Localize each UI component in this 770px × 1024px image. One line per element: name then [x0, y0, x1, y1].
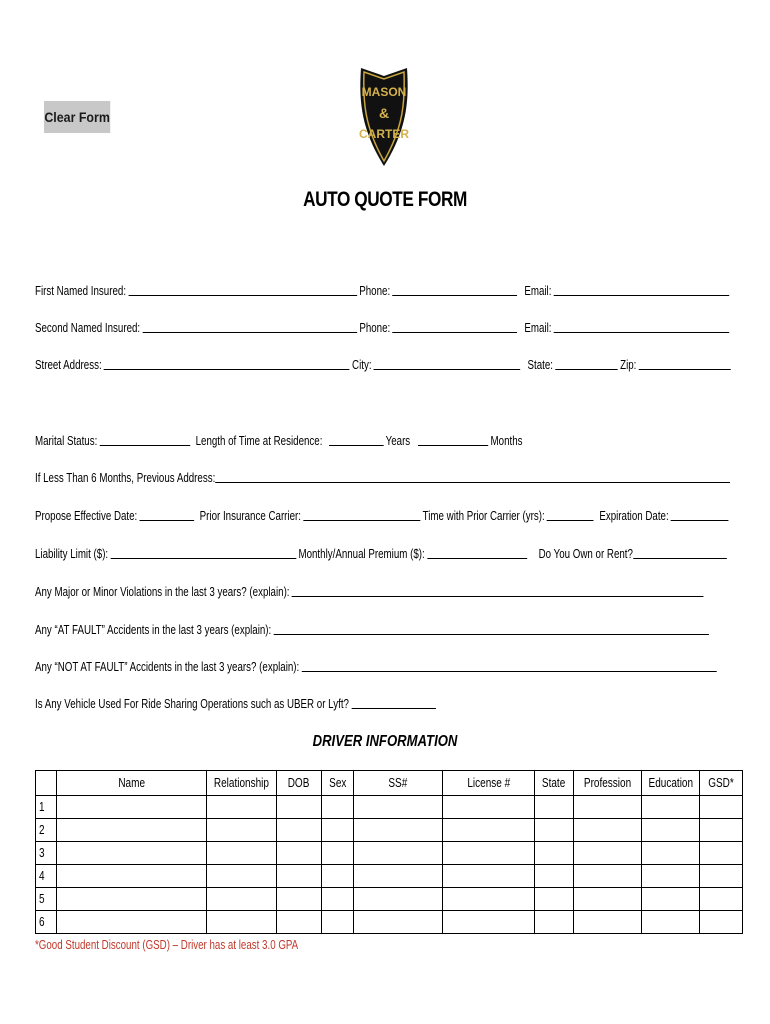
cell-ss[interactable]: [354, 796, 443, 819]
cell-gsd[interactable]: [700, 911, 743, 934]
table-row: [36, 842, 743, 865]
gsd-footnote: *Good Student Discount (GSD) – Driver has at least 3.0 GPA: [35, 938, 299, 952]
cell-education[interactable]: [642, 911, 700, 934]
prior-carrier-label: Prior Insurance Carrier:: [199, 509, 301, 523]
cell-license[interactable]: [443, 819, 535, 842]
email-field-1[interactable]: [554, 281, 730, 296]
cell-relationship[interactable]: [207, 819, 277, 842]
header-relationship: Relationship: [207, 771, 277, 796]
expiration-date-label: Expiration Date:: [599, 509, 669, 523]
cell-profession[interactable]: [574, 911, 642, 934]
effective-date-field[interactable]: [140, 506, 195, 521]
not-at-fault-field[interactable]: [302, 657, 717, 672]
logo-text-2: &: [378, 105, 390, 121]
cell-state[interactable]: [535, 888, 574, 911]
table-row: [36, 819, 743, 842]
header-sex: Sex: [322, 771, 354, 796]
header-dob: DOB: [277, 771, 322, 796]
cell-relationship[interactable]: [207, 796, 277, 819]
length-residence-label: Length of Time at Residence:: [195, 434, 323, 448]
cell-education[interactable]: [642, 888, 700, 911]
row-number: 1: [36, 796, 57, 819]
header-gsd: GSD*: [700, 771, 743, 796]
cell-name[interactable]: [57, 911, 207, 934]
cell-ss[interactable]: [354, 865, 443, 888]
cell-ss[interactable]: [354, 842, 443, 865]
cell-education[interactable]: [642, 819, 700, 842]
cell-sex[interactable]: [322, 796, 354, 819]
cell-ss[interactable]: [354, 911, 443, 934]
cell-gsd[interactable]: [700, 888, 743, 911]
email-label-2: Email:: [524, 321, 552, 335]
city-label: City:: [352, 358, 372, 372]
cell-sex[interactable]: [322, 911, 354, 934]
cell-state[interactable]: [535, 911, 574, 934]
cell-license[interactable]: [443, 911, 535, 934]
phone-field-2[interactable]: [393, 318, 518, 333]
premium-field[interactable]: [427, 544, 527, 559]
state-label: State:: [527, 358, 554, 372]
cell-profession[interactable]: [574, 842, 642, 865]
cell-gsd[interactable]: [700, 842, 743, 865]
expiration-date-field[interactable]: [671, 506, 729, 521]
cell-profession[interactable]: [574, 796, 642, 819]
cell-gsd[interactable]: [700, 796, 743, 819]
header-name: Name: [57, 771, 207, 796]
table-row: [36, 888, 743, 911]
cell-dob[interactable]: [277, 888, 322, 911]
state-field[interactable]: [555, 355, 617, 370]
at-fault-label: Any “AT FAULT” Accidents in the last 3 years (explain):: [35, 623, 272, 637]
cell-profession[interactable]: [574, 888, 642, 911]
zip-label: Zip:: [620, 358, 637, 372]
cell-profession[interactable]: [574, 819, 642, 842]
second-named-insured-field[interactable]: [142, 318, 357, 333]
header-profession: Profession: [574, 771, 642, 796]
own-rent-field[interactable]: [633, 544, 727, 559]
cell-sex[interactable]: [322, 865, 354, 888]
cell-sex[interactable]: [322, 888, 354, 911]
effective-date-label: Propose Effective Date:: [35, 509, 138, 523]
months-label: Months: [490, 434, 523, 448]
violations-field[interactable]: [292, 582, 704, 597]
driver-information-title: DRIVER INFORMATION: [312, 733, 458, 750]
cell-gsd[interactable]: [700, 819, 743, 842]
page-title: AUTO QUOTE FORM: [303, 188, 467, 211]
street-address-field[interactable]: [104, 355, 350, 370]
driver-table-header: [36, 771, 743, 796]
row-at-fault: [35, 617, 711, 637]
clear-form-button[interactable]: Clear Form: [44, 101, 110, 133]
marital-status-field[interactable]: [100, 431, 190, 446]
cell-ss[interactable]: [354, 819, 443, 842]
row-street-address: [35, 352, 733, 372]
second-named-insured-label: Second Named Insured:: [35, 321, 141, 335]
cell-license[interactable]: [443, 842, 535, 865]
not-at-fault-label: Any “NOT AT FAULT” Accidents in the last 3 years? (explain):: [35, 660, 300, 674]
cell-dob[interactable]: [277, 911, 322, 934]
cell-sex[interactable]: [322, 819, 354, 842]
email-label-1: Email:: [524, 284, 552, 298]
cell-sex[interactable]: [322, 842, 354, 865]
first-named-insured-label: First Named Insured:: [35, 284, 127, 298]
row-ride-sharing: [35, 691, 438, 711]
violations-label: Any Major or Minor Violations in the last 3 years? (explain):: [35, 585, 290, 599]
header-ss: SS#: [354, 771, 443, 796]
cell-name[interactable]: [57, 819, 207, 842]
row-not-at-fault: [35, 654, 719, 674]
cell-dob[interactable]: [277, 819, 322, 842]
marital-status-label: Marital Status:: [35, 434, 98, 448]
table-row: [36, 796, 743, 819]
cell-state[interactable]: [535, 842, 574, 865]
time-prior-carrier-label: Time with Prior Carrier (yrs):: [422, 509, 545, 523]
cell-name[interactable]: [57, 796, 207, 819]
logo-text-3: CARTER: [359, 127, 409, 141]
table-row: [36, 911, 743, 934]
cell-license[interactable]: [443, 888, 535, 911]
row-liability: [35, 541, 729, 561]
driver-information-table: [35, 770, 743, 934]
cell-state[interactable]: [535, 796, 574, 819]
row-effective-date: [35, 503, 731, 523]
logo-text-1: MASON: [361, 85, 407, 99]
cell-license[interactable]: [443, 865, 535, 888]
years-label: Years: [385, 434, 411, 448]
phone-label-2: Phone:: [359, 321, 391, 335]
header-index: [36, 771, 57, 796]
residence-years-field[interactable]: [329, 431, 384, 446]
liability-limit-field[interactable]: [110, 544, 296, 559]
row-first-insured: [35, 278, 732, 298]
phone-field-1[interactable]: [393, 281, 518, 296]
cell-state[interactable]: [535, 865, 574, 888]
row-number: 4: [36, 865, 57, 888]
cell-license[interactable]: [443, 796, 535, 819]
cell-dob[interactable]: [277, 842, 322, 865]
cell-relationship[interactable]: [207, 842, 277, 865]
cell-relationship[interactable]: [207, 911, 277, 934]
ride-sharing-field[interactable]: [351, 694, 435, 709]
first-named-insured-field[interactable]: [128, 281, 357, 296]
cell-education[interactable]: [642, 796, 700, 819]
phone-label-1: Phone:: [359, 284, 391, 298]
cell-name[interactable]: [57, 888, 207, 911]
street-address-label: Street Address:: [35, 358, 102, 372]
mason-carter-logo: [358, 66, 410, 168]
row-number: 5: [36, 888, 57, 911]
cell-education[interactable]: [642, 842, 700, 865]
cell-state[interactable]: [535, 819, 574, 842]
city-field[interactable]: [374, 355, 521, 370]
cell-profession[interactable]: [574, 865, 642, 888]
table-row: [36, 865, 743, 888]
previous-address-field[interactable]: [215, 468, 730, 483]
header-state: State: [535, 771, 574, 796]
row-second-insured: [35, 315, 732, 335]
previous-address-label: If Less Than 6 Months, Previous Address:: [35, 471, 216, 485]
cell-dob[interactable]: [277, 796, 322, 819]
cell-dob[interactable]: [277, 865, 322, 888]
own-rent-label: Do You Own or Rent?: [538, 547, 633, 561]
row-violations: [35, 579, 706, 599]
prior-carrier-field[interactable]: [303, 506, 420, 521]
cell-relationship[interactable]: [207, 888, 277, 911]
ride-sharing-label: Is Any Vehicle Used For Ride Sharing Operations such as UBER or Lyft?: [35, 697, 349, 711]
header-education: Education: [642, 771, 700, 796]
residence-months-field[interactable]: [418, 431, 488, 446]
header-license: License #: [443, 771, 535, 796]
at-fault-field[interactable]: [274, 620, 709, 635]
row-number: 6: [36, 911, 57, 934]
email-field-2[interactable]: [554, 318, 730, 333]
cell-name[interactable]: [57, 842, 207, 865]
row-marital-status: [35, 428, 523, 448]
row-number: 3: [36, 842, 57, 865]
zip-field[interactable]: [639, 355, 731, 370]
liability-limit-label: Liability Limit ($):: [35, 547, 109, 561]
time-prior-carrier-field[interactable]: [547, 506, 594, 521]
row-number: 2: [36, 819, 57, 842]
cell-name[interactable]: [57, 865, 207, 888]
cell-relationship[interactable]: [207, 865, 277, 888]
cell-ss[interactable]: [354, 888, 443, 911]
premium-label: Monthly/Annual Premium ($):: [298, 547, 425, 561]
row-previous-address: [35, 465, 732, 485]
cell-gsd[interactable]: [700, 865, 743, 888]
cell-education[interactable]: [642, 865, 700, 888]
